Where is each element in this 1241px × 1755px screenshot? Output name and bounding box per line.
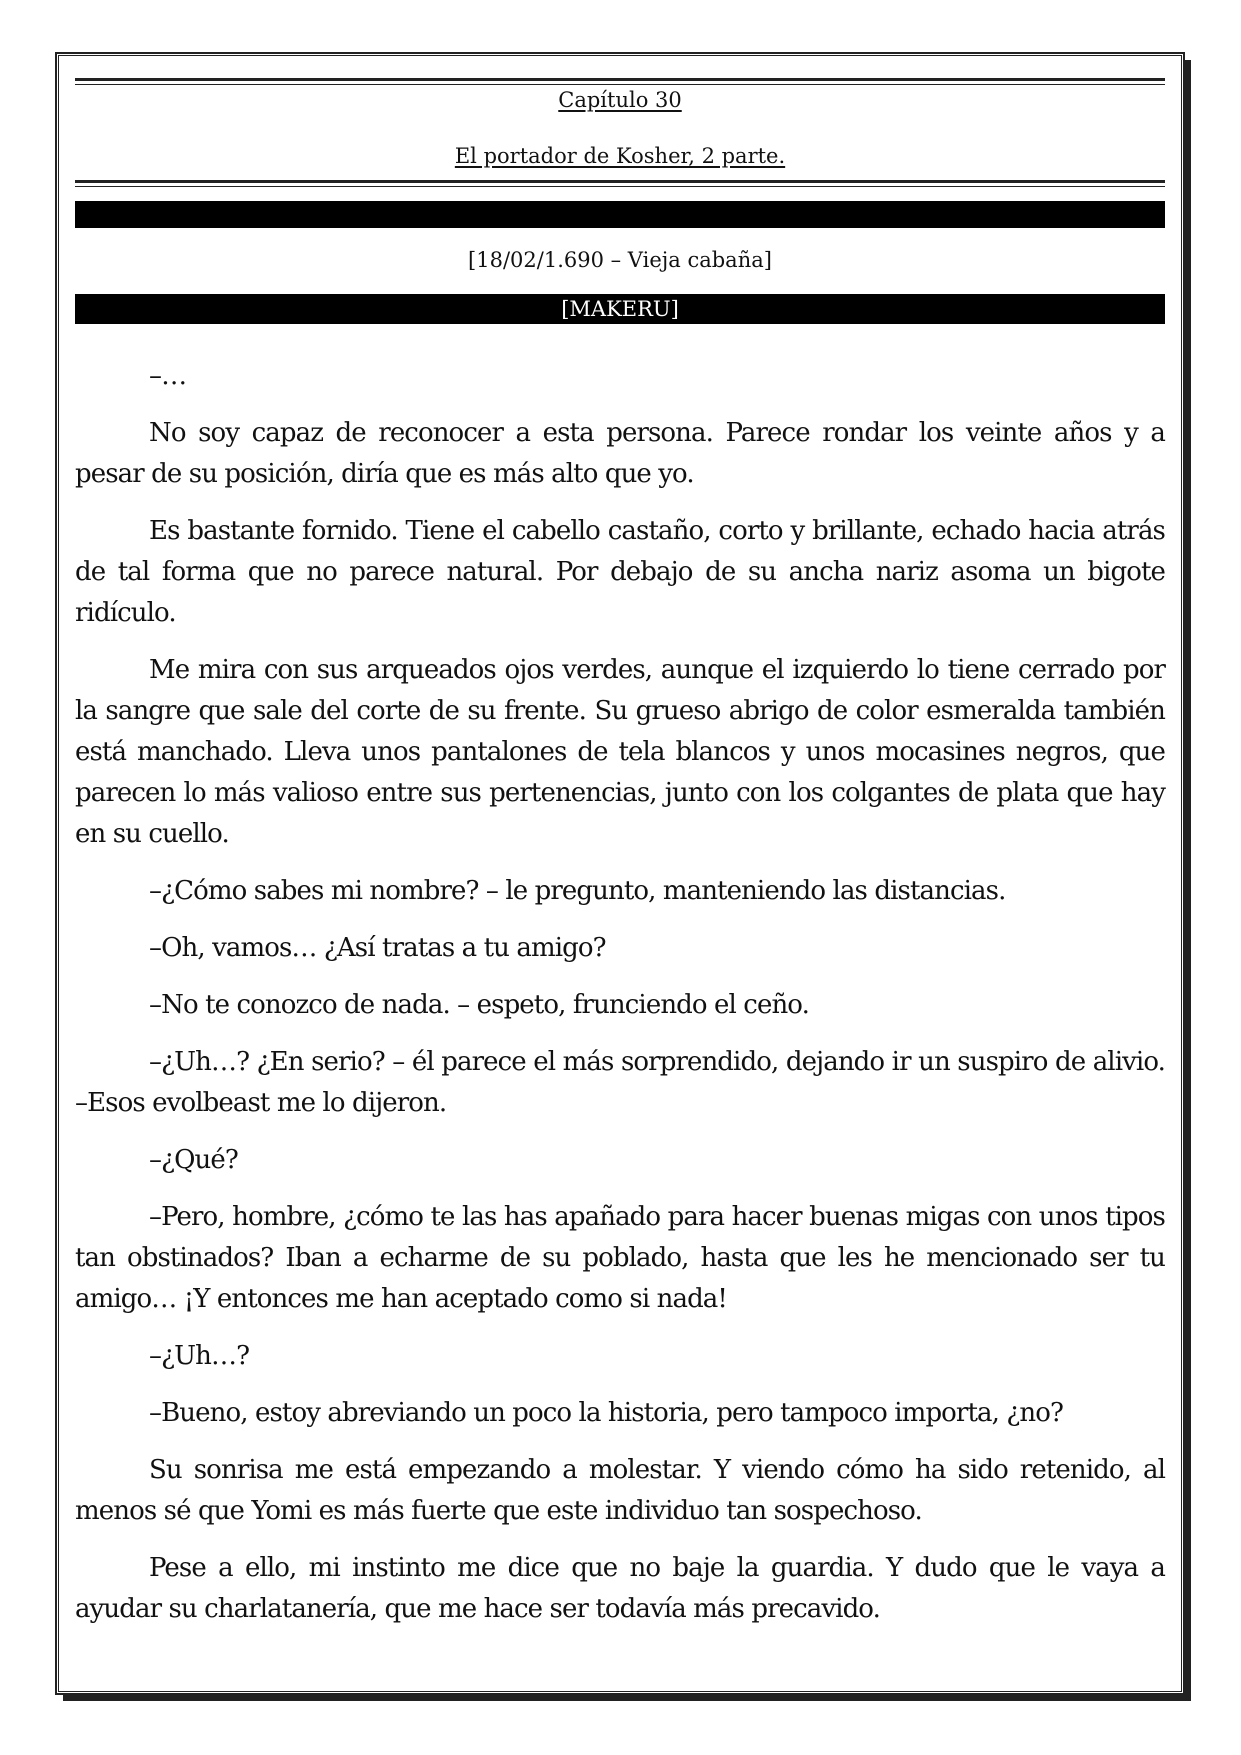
paragraph: Me mira con sus arqueados ojos verdes, aunque el izquierdo lo tiene cerrado por la sangre que sale del corte de su frente. Su grueso abrigo de color esmeralda también está manchado. Lleva unos pantalones de tela blancos y unos mocasines negros, que parecen lo más valioso entre sus pertenencias, junto con los colgantes de plata que hay en su cuello. — [75, 655, 1165, 849]
paragraph: No soy capaz de reconocer a esta persona. Parece rondar los veinte años y a pesar de su posición, diría que es más alto que yo. — [75, 418, 1165, 489]
paragraph: –Pero, hombre, ¿cómo te las has apañado para hacer buenas migas con unos tipos tan obstinados? Iban a echarme de su poblado, hasta que les he mencionado ser tu amigo… ¡Y entonces me han aceptado como si nada! — [75, 1202, 1165, 1314]
paragraph: –¿Cómo sabes mi nombre? – le pregunto, manteniendo las distancias. — [149, 876, 1006, 906]
paragraph: –¿Uh…? — [149, 1341, 250, 1371]
paragraph: –… — [149, 361, 187, 391]
page-frame — [56, 53, 1184, 1694]
scene-date-location: [18/02/1.690 – Vieja cabaña] — [468, 248, 772, 272]
paragraph: Su sonrisa me está empezando a molestar. Y viendo cómo ha sido retenido, al menos sé que Yomi es más fuerte que este individuo tan sospechoso. — [75, 1455, 1165, 1526]
paragraph: –¿Qué? — [149, 1145, 238, 1175]
paragraph: –Oh, vamos… ¿Así tratas a tu amigo? — [149, 933, 606, 963]
paragraph: –¿Uh…? ¿En serio? – él parece el más sorprendido, dejando ir un suspiro de alivio. –Esos evolbeast me lo dijeron. — [75, 1047, 1165, 1118]
paragraph: Pese a ello, mi instinto me dice que no baje la guardia. Y dudo que le vaya a ayudar su charlatanería, que me hace ser todavía más precavido. — [75, 1553, 1165, 1624]
chapter-title: Capítulo 30 — [558, 88, 682, 112]
paragraph: –No te conozco de nada. – espeto, frunciendo el ceño. — [149, 990, 809, 1020]
header-rule-bottom — [75, 180, 1165, 187]
header-rule-top — [75, 78, 1165, 85]
page-content — [75, 56, 1165, 1691]
paragraph: –Bueno, estoy abreviando un poco la historia, pero tampoco importa, ¿no? — [149, 1398, 1064, 1428]
chapter-subtitle: El portador de Kosher, 2 parte. — [454, 144, 786, 168]
paragraph: Es bastante fornido. Tiene el cabello castaño, corto y brillante, echado hacia atrás de tal forma que no parece natural. Por debajo de su ancha nariz asoma un bigote ridículo. — [75, 516, 1165, 628]
separator-bar — [75, 201, 1165, 228]
chapter-body — [75, 356, 1165, 1646]
pov-banner: [MAKERU] — [75, 294, 1165, 324]
